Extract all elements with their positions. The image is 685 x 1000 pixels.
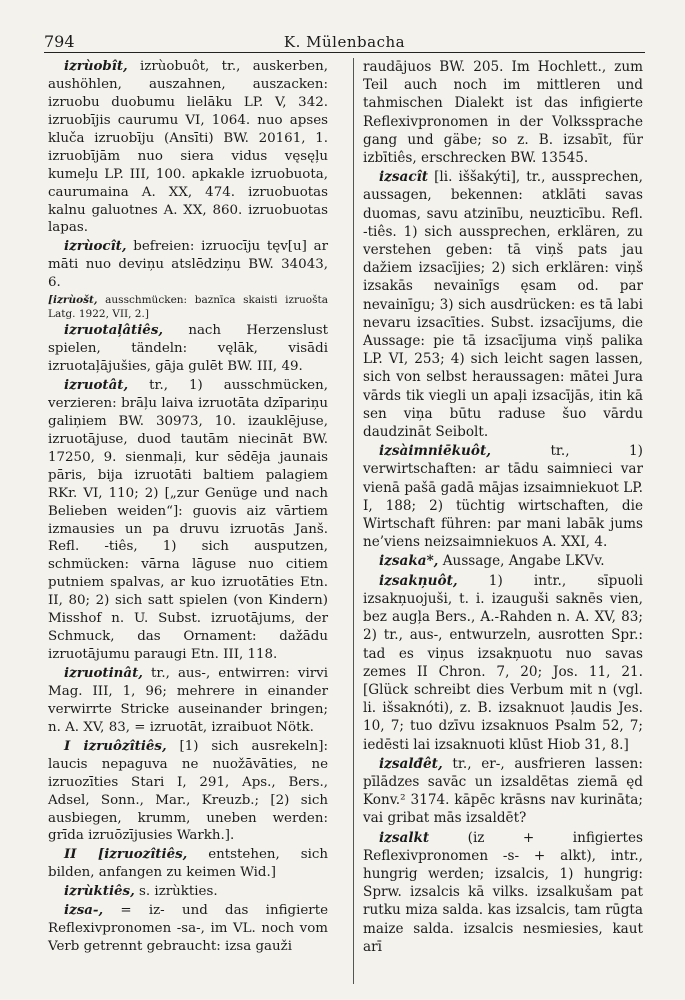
entry-izruotalaties: izruotaļâtiês, nach Herzenslust spielen, tändeln: vęlāk, visādi izruotaļājušies, gāja gulēt BW. III, 49. <box>48 322 328 375</box>
headword: izruotât, <box>64 377 129 393</box>
entry-izsa-continued: raudājuos BW. 205. Im Hochlett., zum Teil auch noch im mittleren und tahmischen Dialekt ist das infigierte Reflexivpronomen in der Volkssprache gang und gäbe; so z. B. izsabīt, für izbītiês, erschrecken BW. 13545. <box>363 59 643 167</box>
headword: [izrùošt, <box>48 294 98 307</box>
entry-izruobit: izrùobît, izrùobuôt, tr., auskerben, aushöhlen, auszahnen, auszacken: izruobu duobumu lielāku LP. V, 342. izruobījis caurumu VI, 1064. nuo apses kluča izruobīju (Ansīti) BW. 20161, 1. izruobījām nuo siera vidus vęsęļu kumeļu LP. III, 100. apkakle izruobuota, caurumaina A. XX, 474. izruobuotas kalnu galuotnes A. XX, 860. izruobuotas lapas. <box>48 58 328 236</box>
headword: izruotaļâtiês, <box>64 322 164 339</box>
headword: izruotinât, <box>64 665 143 681</box>
left-column <box>48 58 328 957</box>
headword: izsa-, <box>64 902 104 919</box>
headword: izrùocît, <box>64 238 127 255</box>
entry-izrukties: izrùktiês, s. izrùkties. <box>64 883 218 900</box>
entry-izruost: [izrùošt, ausschmücken: baznīca skaisti izruošta Latg. 1922, VII, 2.] <box>48 294 328 321</box>
page-number: 794 <box>44 32 75 51</box>
entry-izsalkt: izsalkt (iz + infigiertes Reflexivpronomen -s- + alkt), intr., hungrig werden; izsalcis, 1) hungrig: Sprw. izsalcis kā vilks. izsalkušam pat rutku miza salda. kas izsalcis, tam rūgta maize salda. izsalcis nesmiesies, kaut arī <box>363 829 643 955</box>
headword: izrùobît, <box>64 58 128 74</box>
running-title: K. Mülenbacha <box>283 33 406 51</box>
page-header <box>44 30 645 53</box>
entry-izruozities-1: I izruôzîtiês, [1) sich ausrekeln]: laucis nepaguva ne nuožāvāties, ne izruozīties Stari I, 291, Aps., Bers., Adsel, Sonn., Mar., Kreuzb.; [2) sich ausbiegen, krumm, uneben werden: grīda izruōzījusies Warkh.]. <box>48 737 328 844</box>
entry-izsaknuot: izsakņuôt, 1) intr., sīpuoli izsakņuojuši, t. i. izauguši saknēs vien, bez augļa Bers., A.-Rahden n. A. XV, 83; 2) tr., aus-, entwurzeln, ausrotten Spr.: tad es viņus izsakņuotu nuo savas zemes II Chron. 7, 20; Jos. 11, 21. [Glück schreibt dies Verbum mit n (vgl. li. išsaknóti), z. B. izsaknuot ļaudis Jes. 10, 7; tuo dzīvu izsaknuos Psalm 52, 7; iedēsti lai izsaknuoti klūst Hiob 31, 8.] <box>363 572 643 753</box>
headword: izsalđêt, <box>379 755 443 772</box>
headword: izsalkt <box>379 829 430 846</box>
headword: izrùktiês, <box>64 883 135 900</box>
headword: izsacît <box>379 169 429 186</box>
entry-izsacit: izsacît [li. iššakýti], tr., aussprechen, aussagen, bekennen: atklāti savas duomas, savu atzinību, neuzticību. Refl. -tiês. 1) sich aussprechen, erklären, zu verstehen geben: tā viņš pats jau dažiem izsacījies; 2) sich erklären: viņš izsakās nevainīgs ęsam od. par nevainīgu; 3) sich ausdrücken: es tā labi nevaru izsacīties. Subst. izsacījums, die Aussage: pie tā izsacījuma viņš palika LP. VI, 253; 4) sich leicht sagen lassen, sich von selbst heraussagen: mātei Jura vārds tik viegli un apaļi izsacījās, itin kā sen viņa būtu raduse šuo vārdu daudzināt Seibolt. <box>363 169 643 441</box>
entry-izruotat: izruotât, tr., 1) ausschmücken, verzieren: brāļu laiva izruotāta dzīpariņu galiņiem BW. 30973, 10. izauklējuse, izruotājuse, duod tautām niecināt BW. 17250, 9. sienmaļi, kur sēdēja jaunais pāris, bija izruotāti baltiem palagiem RKr. VI, 110; 2) [„zur Genüge und nach Belieben weiden“]: guovis aiz vārtiem izmausies un pa druvu izruotās Janš. Refl. -tiês, 1) sich ausputzen, schmücken: vārna lāguse nuo citiem putniem spalvas, ar kuo izruotāties Etn. II, 80; 2) sich satt spielen (von Kindern) Misshof n. U. Subst. izruotājums, der Schmuck, das Ornament: dažādu izruotājumu paraugi Etn. III, 118. <box>48 377 328 663</box>
entry-izsaldet: izsalđêt, tr., er-, ausfrieren lassen: pīlādzes savāc un izsaldētas ziemā ęd Konv.² 3174. kāpēc krāsns nav kurināta; vai gribat mās izsaldēt? <box>363 755 643 827</box>
headword: II [izruozîtiês, <box>64 846 188 863</box>
entry-izsa: izsa-, = iz- und das infigierte Reflexivpronomen -sa-, im VL. noch vom Verb getrennt gebraucht: izsa gauži <box>48 902 328 955</box>
headword: I izruôzîtiês, <box>64 737 167 754</box>
entry-izruotinat: izruotinât, tr., aus-, entwirren: virvi Mag. III, 1, 96; mehrere in einander verwirrte Stricke auseinander bringen; n. A. XV, 83, = izruotāt, izraibuot Nötk. <box>48 665 328 735</box>
headword: izsaka*, <box>379 553 439 570</box>
entry-izruocit: izrùocît, befreien: izruocīju tęv[u] ar māti nuo deviņu atslēdziņu BW. 34043, 6. <box>48 238 328 291</box>
entry-izsaka: izsaka*, Aussage, Angabe LKVv. <box>379 553 605 570</box>
headword: izsakņuôt, <box>379 572 458 589</box>
headword: izsàimniēkuôt, <box>379 443 491 460</box>
entry-izruozities-2: II [izruozîtiês, entstehen, sich bilden, anfangen zu keimen Wid.] <box>48 846 329 881</box>
column-divider <box>353 58 354 984</box>
right-column <box>363 58 643 957</box>
entry-izsaimniekuot: izsàimniēkuôt, tr., 1) verwirtschaften: ar tādu saimnieci var vienā pašā gadā mājas izsaimniekuot LP. I, 188; 2) tüchtig wirtschaften, die Wirtschaft führen: par mani labāk jums ne’viens neizsaimniekuos A. XXI, 4. <box>363 443 643 551</box>
